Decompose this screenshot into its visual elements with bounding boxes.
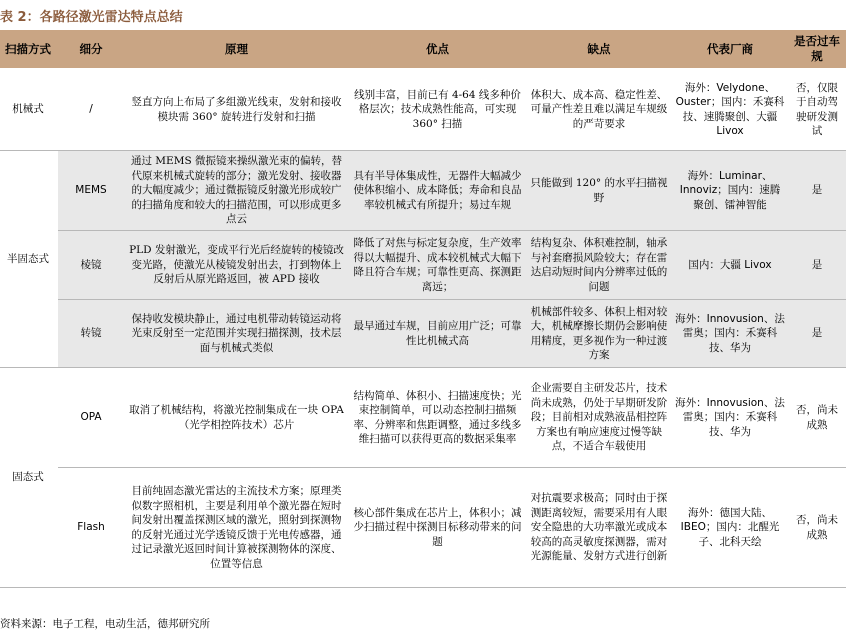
cell-passed: 否，尚未成熟 [788, 468, 846, 588]
cell-vendors: 海外：Innovusion、法雷奥；国内：禾赛科技、华为 [672, 368, 788, 468]
header-principle: 原理 [124, 30, 349, 69]
group-solid: 固态式 [0, 368, 58, 588]
cell-passed: 是 [788, 231, 846, 300]
cell-passed: 否，尚未成熟 [788, 368, 846, 468]
cell-principle: 竖直方向上布局了多组激光线束，发射和接收模块需 360° 旋转进行发射和扫描 [124, 69, 349, 151]
cell-pros: 结构简单、体积小、扫描速度快；光束控制简单，可以动态控制扫描频率、分辨率和焦距调整，通过多线多维扫描可以获得更高的数据采集率 [349, 368, 526, 468]
cell-sub: 棱镜 [58, 231, 124, 300]
cell-principle: 保持收发模块静止，通过电机带动转镜运动将光束反射至一定范围并实现扫描探测，技术层面与机械式类似 [124, 300, 349, 368]
cell-principle: 通过 MEMS 微振镜来操纵激光束的偏转，替代原来机械式旋转的部分；激光发射、接收器的大幅度减少；通过微振镜反射激光形成较广的扫描角度和较大的扫描范围，可以形成更多点云 [124, 151, 349, 231]
group-semi: 半固态式 [0, 151, 58, 368]
cell-passed: 是 [788, 300, 846, 368]
cell-pros: 具有半导体集成性，无器件大幅减少使体积缩小、成本降低；寿命和良品率较机械式有所提升；易过车规 [349, 151, 526, 231]
cell-passed: 否，仅限于自动驾驶研发测试 [788, 69, 846, 151]
cell-vendors: 国内：大疆 Livox [672, 231, 788, 300]
table-row [0, 69, 846, 151]
group-mechanical: 机械式 [0, 69, 58, 151]
cell-sub: OPA [58, 368, 124, 468]
header-passed: 是否过车规 [788, 30, 846, 69]
cell-sub: MEMS [58, 151, 124, 231]
cell-vendors: 海外：Innovusion、法雷奥；国内：禾赛科技、华为 [672, 300, 788, 368]
cell-cons: 只能做到 120° 的水平扫描视野 [526, 151, 672, 231]
cell-passed: 是 [788, 151, 846, 231]
cell-principle: 取消了机械结构，将激光控制集成在一块 OPA（光学相控阵技术）芯片 [124, 368, 349, 468]
header-pros: 优点 [349, 30, 526, 69]
table-row [0, 368, 846, 468]
cell-vendors: 海外：德国大陆、IBEO；国内：北醒光子、北科天绘 [672, 468, 788, 588]
cell-sub: 转镜 [58, 300, 124, 368]
header-vendors: 代表厂商 [672, 30, 788, 69]
cell-pros: 降低了对焦与标定复杂度，生产效率得以大幅提升、成本较机械式大幅下降且符合车规；可靠性更高、探测距离远； [349, 231, 526, 300]
source-note: 资料来源：电子工程，电动生活，德邦研究所 [0, 618, 210, 630]
cell-sub: Flash [58, 468, 124, 588]
cell-cons: 机械部件较多、体积上相对较大，机械摩擦长期仍会影响使用精度，更多视作为一种过渡方案 [526, 300, 672, 368]
cell-principle: 目前纯固态激光雷达的主流技术方案；原理类似数字照相机，主要是利用单个激光器在短时间发射出覆盖探测区域的激光，照射到探测物的反射光通过光学透镜反馈于光电传感器，通过记录激光返回时间计算被探测物体的深度、位置等信息 [124, 468, 349, 588]
header-method: 扫描方式 [0, 30, 58, 69]
cell-cons: 结构复杂、体积难控制，轴承与衬套磨损风险较大；存在雷达启动短时间内分辨率过低的问题 [526, 231, 672, 300]
table-row [0, 151, 846, 231]
header-row [0, 30, 846, 69]
lidar-comparison-table [0, 30, 846, 588]
cell-sub: / [58, 69, 124, 151]
table-row [0, 468, 846, 588]
header-cons: 缺点 [526, 30, 672, 69]
cell-cons: 体积大、成本高、稳定性差、可量产性差且难以满足车规级的严苛要求 [526, 69, 672, 151]
cell-pros: 核心部件集成在芯片上，体积小；减少扫描过程中探测目标移动带来的问题 [349, 468, 526, 588]
table-row [0, 300, 846, 368]
header-sub: 细分 [58, 30, 124, 69]
cell-vendors: 海外：Velydone、Ouster；国内：禾赛科技、速腾聚创、大疆 Livox [672, 69, 788, 151]
cell-vendors: 海外：Luminar、Innoviz；国内：速腾聚创、镭神智能 [672, 151, 788, 231]
cell-pros: 线别丰富，目前已有 4-64 线多种价格层次；技术成熟性能高，可实现 360° 扫描 [349, 69, 526, 151]
cell-pros: 最早通过车规，目前应用广泛；可靠性比机械式高 [349, 300, 526, 368]
cell-cons: 企业需要自主研发芯片，技术尚未成熟，仍处于早期研发阶段；目前相对成熟液晶相控阵方案也有响应速度过慢等缺点，不适合车载使用 [526, 368, 672, 468]
table-row [0, 231, 846, 300]
cell-cons: 对抗震要求极高；同时由于探测距离较短，需要采用有人眼安全隐患的大功率激光或成本较高的高灵敏度探测器，需对光源能量、发射方式进行创新 [526, 468, 672, 588]
cell-principle: PLD 发射激光，变成平行光后经旋转的棱镜改变光路，使激光从棱镜发射出去，打到物体上反射后从原光路返回，被 APD 接收 [124, 231, 349, 300]
table-title: 表 2：各路径激光雷达特点总结 [0, 10, 183, 25]
